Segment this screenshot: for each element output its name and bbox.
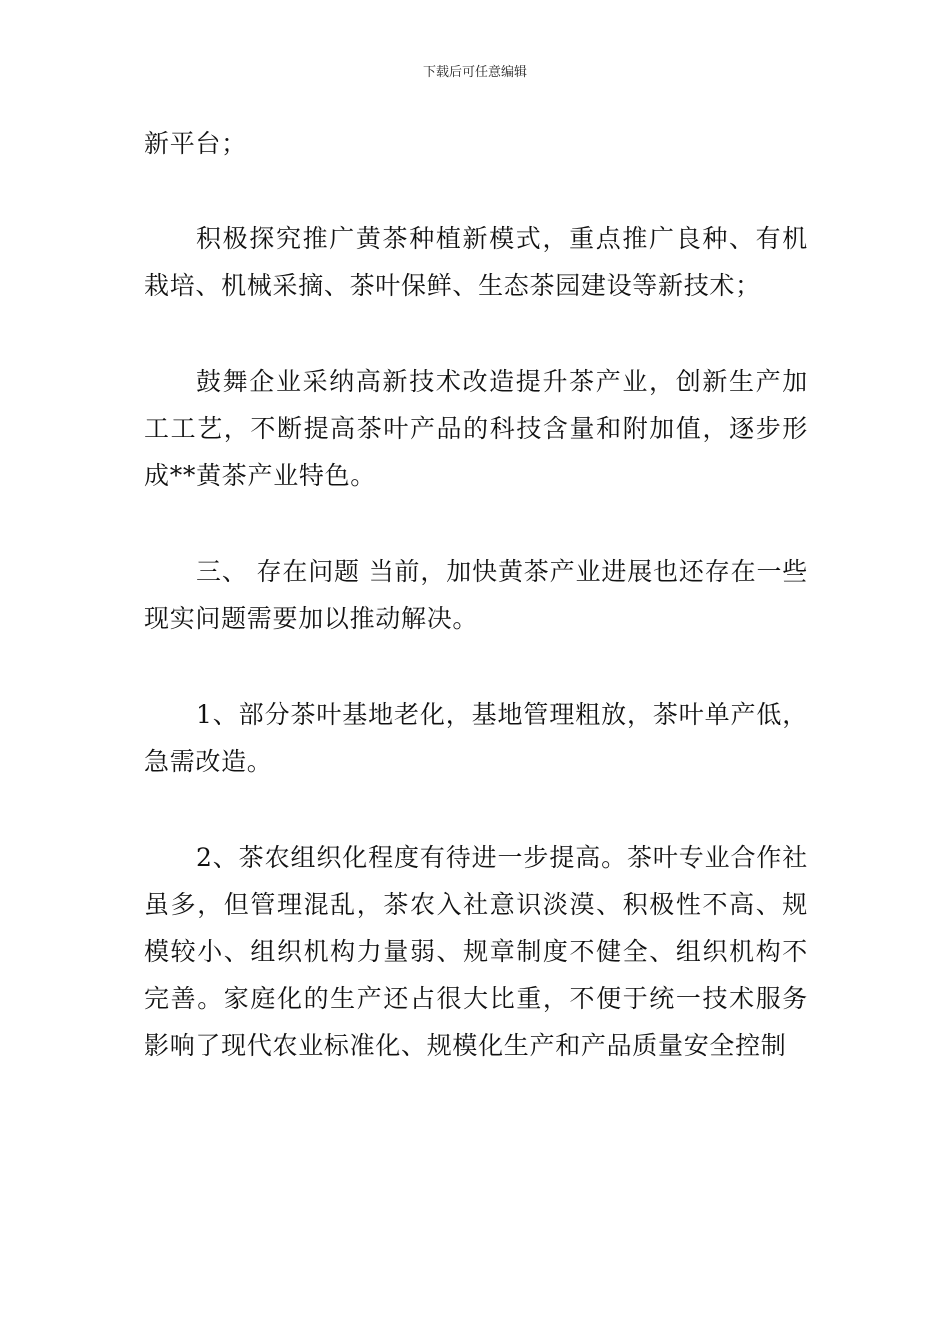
paragraph-continuation: 新平台； (144, 129, 247, 158)
paragraph-enterprise-tech: 鼓舞企业采纳高新技术改造提升茶产业，创新生产加工工艺，不断提高茶叶产品的科技含量和附加值，逐步形成**黄茶产业特色。 (144, 367, 808, 490)
document-body (144, 120, 808, 1118)
paragraph-tea-planting: 积极探究推广黄茶种植新模式，重点推广良种、有机栽培、机械采摘、茶叶保鲜、生态茶园建设等新技术； (144, 224, 808, 300)
paragraph-problem-1: 1、部分茶叶基地老化，基地管理粗放，茶叶单产低，急需改造。 (144, 700, 808, 776)
page-header: 下载后可任意编辑 (422, 65, 527, 80)
paragraph-problem-2: 2、茶农组织化程度有待进一步提高。茶叶专业合作社虽多，但管理混乱，茶农入社意识淡漠、积极性不高、规模较小、组织机构力量弱、规章制度不健全、组织机构不完善。家庭化的生产还占很大比重，不便于统一技术服务影响了现代农业标准化、规模化生产和产品质量安全控制 (144, 843, 808, 1060)
paragraph-section-problems: 三、 存在问题 当前，加快黄茶产业进展也还存在一些现实问题需要加以推动解决。 (144, 557, 808, 633)
